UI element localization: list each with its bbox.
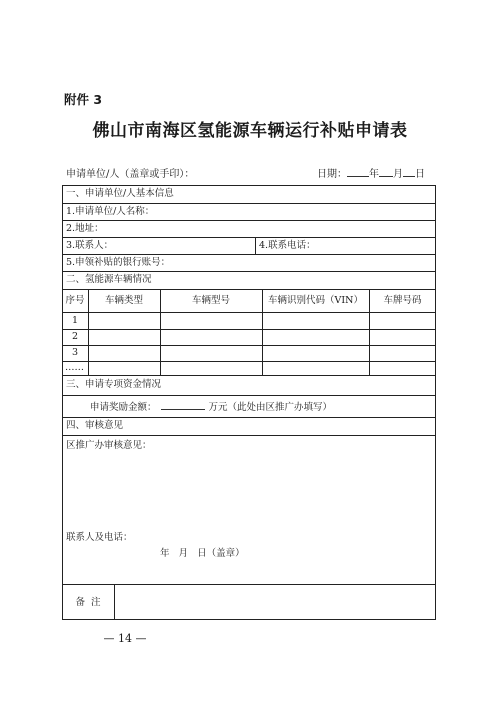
page-title: 佛山市南海区氢能源车辆运行补贴申请表 xyxy=(92,121,408,141)
bank-account-label: 5.申领补贴的银行账号： xyxy=(66,257,171,268)
date-label: 日期： xyxy=(317,169,347,180)
applicant-line: 申请单位/人（盖章或手印）： xyxy=(66,169,195,180)
review-opinion-label: 区推广办审核意见： xyxy=(66,440,152,451)
table-rule xyxy=(62,254,436,255)
table-rule xyxy=(62,237,436,238)
column-header-vehicle-model: 车辆型号 xyxy=(191,295,230,306)
column-header-vin: 车辆识别代码（VIN） xyxy=(268,295,363,306)
table-rule xyxy=(62,220,436,221)
date-day: 日 xyxy=(415,169,425,180)
table-rule xyxy=(62,435,436,436)
section2-header: 二、氢能源车辆情况 xyxy=(66,274,152,285)
page-number: — 14 — xyxy=(103,632,147,645)
remarks-label: 备 注 xyxy=(75,597,101,608)
section4-header: 四、审核意见 xyxy=(66,420,124,431)
column-header-seq: 序号 xyxy=(65,295,85,306)
table-row: 3 xyxy=(71,347,79,358)
section3-header: 三、申请专项资金情况 xyxy=(66,379,162,390)
table-rule xyxy=(62,361,436,362)
applicant-name-label: 1.申请单位/人名称： xyxy=(66,206,155,217)
table-rule xyxy=(62,417,436,418)
table-rule xyxy=(62,584,436,585)
table-rule xyxy=(255,237,256,254)
date-line xyxy=(317,165,425,180)
address-label: 2.地址： xyxy=(66,223,104,234)
amount-line xyxy=(90,400,332,414)
table-rule xyxy=(62,375,436,376)
amount-blank xyxy=(161,400,205,410)
date-year: 年 xyxy=(369,169,379,180)
sign-date: 年 月 日（盖章） xyxy=(160,548,245,559)
table-rule xyxy=(62,203,436,204)
table-rule xyxy=(62,345,436,346)
table-rule xyxy=(62,395,436,396)
table-rule xyxy=(62,271,436,272)
contact-phone-label: 联系人及电话： xyxy=(66,532,133,543)
table-rule xyxy=(62,329,436,330)
phone-label: 4.联系电话： xyxy=(259,240,316,251)
table-rule xyxy=(114,584,115,620)
table-row: 1 xyxy=(71,315,79,326)
section1-header: 一、申请单位/人基本信息 xyxy=(66,188,174,199)
attachment-label: 附件 3 xyxy=(64,92,103,107)
amount-label: 申请奖励金额： xyxy=(90,402,157,413)
table-rule xyxy=(62,312,436,313)
table-row: 2 xyxy=(71,331,79,342)
date-month: 月 xyxy=(393,169,403,180)
table-row-ellipsis: …… xyxy=(65,362,84,373)
contact-label: 3.联系人： xyxy=(66,240,114,251)
table-rule xyxy=(62,289,436,290)
column-header-vehicle-type: 车辆类型 xyxy=(104,295,143,306)
amount-suffix: 万元（此处由区推广办填写） xyxy=(208,402,333,413)
column-header-plate: 车牌号码 xyxy=(383,295,422,306)
